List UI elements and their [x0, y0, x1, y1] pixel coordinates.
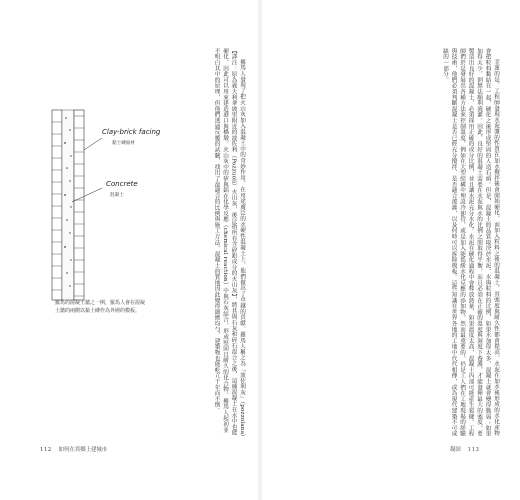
- right-body-paragraph: 幸運的是，工程師發現水泥漿的性質在加水攪拌後會開始硬化，而加入粒料之後的混凝土，其強度與耐久性都會提高。水泥在加水後形成的水化產物會把粒料黏結在一起，硬化之後形成堅固的人造石頭。但是，混凝土的品質取決於水泥、水與粒料的比例，如果水加得太多，混凝土就會變得脆弱；如果加得太少，則無法順利澆灌。因此，良好的混凝土需要在水泥與水的比例之間取得平衡，而且必須在正確的溫度與濕度下養護，才能發揮最大的強度。要製造出良好的混凝土，必須採用正確的成分比例，並且讓水泥充分水化。水泥在硬化過程中會釋放熱量，如果溫度太高，混凝土內部可能產生裂縫。工程師們於是發展出各種方法來控制溫度，例如在大型結構中埋設冷卻管，或是加入能延緩水化反應的添加物。然而最重要的，仍是工人們在工地現場的經驗與技術，他們必須判斷混凝土是否已經充分攪拌、是否適合澆灌，以及何時可以拆除模板。這些知識在世界各地的工地中代代相傳，成為現代建築不可或缺的一部分。: [442, 48, 499, 437]
- right-body-text: [294, 48, 500, 438]
- right-page-number: 113: [467, 447, 480, 453]
- label-concrete-zh: 混凝土: [110, 193, 124, 198]
- brick-facing-left: [52, 110, 62, 300]
- left-body-paragraph: 羅馬人發現了把火山灰加入混凝土中的奇妙作用，在用途廣泛的水硬性混凝土上，他們做出了卓越的貢獻。羅馬人稱之為「波佐利灰」（pozzolana）【譯注：原為義大利拿坡里附近的波佐利（Pozzuoli）火山灰，後泛指所有含矽鋁成分的火山灰】，將其與石灰和碎石混合之後，這種混凝土在水中也能硬化，因此可以用來建造港口與橋墩。火山灰中的矽與鋁在化學反應（chemical reaction）中與石灰結合，形成堅固且耐久的化合物。羅馬人起初並不明白其中的原理，但他們透過反覆的試驗，找出了最適合的比例與施工方法。混凝土的質地因此變得細緻均勻，建築物也能屹立千年而不倒。: [213, 48, 245, 438]
- chapter-label: 凝固: [450, 447, 461, 453]
- left-footer: [40, 445, 107, 453]
- leader-brick: [84, 138, 102, 150]
- left-page: [0, 0, 258, 500]
- left-body-text: [138, 48, 246, 438]
- label-brick-zh: 黏土磚面材: [112, 141, 135, 146]
- right-footer: [450, 445, 479, 453]
- right-page: [262, 0, 520, 500]
- left-page-number: 112: [40, 447, 52, 453]
- book-title: 如何在異鄉上建城市: [58, 447, 108, 453]
- figure-caption: 羅馬的混凝土牆之一例，羅馬人會在混凝土牆的兩側以黏土磚作為外層的模板。: [55, 300, 146, 314]
- brick-facing-right: [74, 110, 84, 300]
- concrete-wall-diagram: [50, 110, 161, 310]
- label-brick-en: Clay-brick facing: [102, 128, 161, 136]
- label-concrete-en: Concrete: [106, 180, 138, 188]
- concrete-core: [62, 110, 74, 300]
